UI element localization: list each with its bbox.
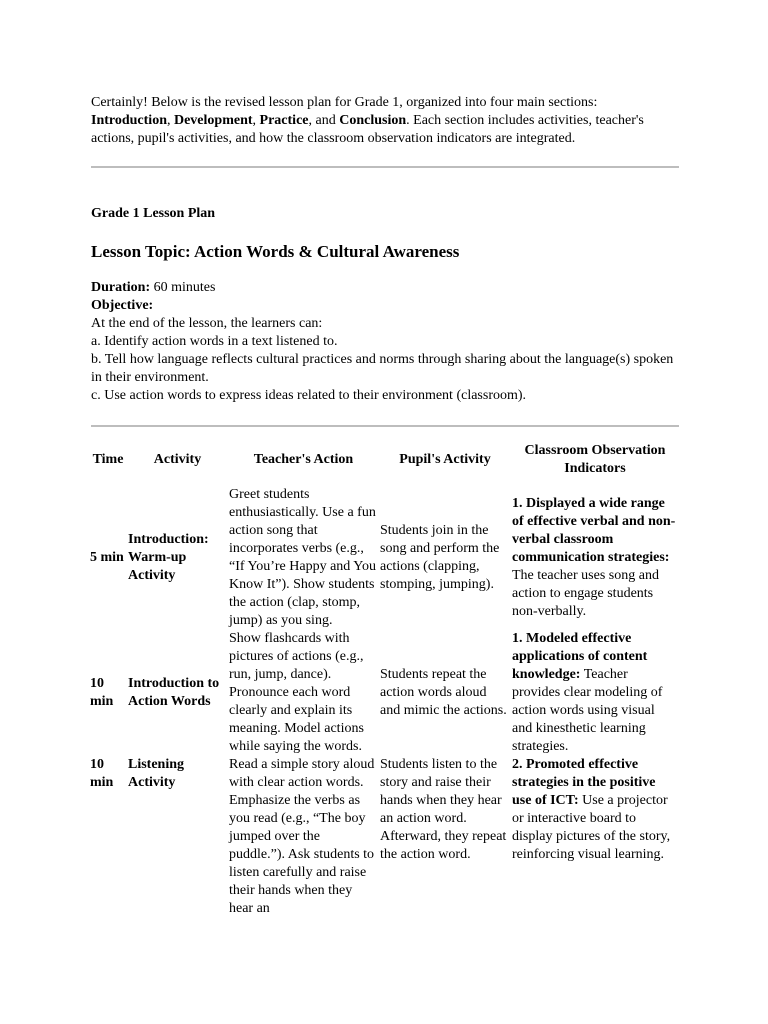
row-pupil-activity: Students listen to the story and raise their hands when they hear an action word. Afterward, they repeat the action word. <box>380 757 507 862</box>
intro-text-1: Certainly! Below is the revised lesson plan for Grade 1, organized into four main sections: <box>91 95 598 110</box>
intro-text-2: . Each section includes activities, teacher's actions, pupil's activities, and how the classroom observation indicators are integrated. <box>91 113 644 146</box>
header-observation-indicators: Classroom Observation Indicators <box>524 443 666 476</box>
intro-section-introduction: Introduction <box>91 113 167 128</box>
objective-item-b: b. Tell how language reflects cultural practices and norms through sharing about the language(s) spoken in their environment. <box>91 352 674 385</box>
lesson-details <box>91 279 679 405</box>
row-teacher-action: Read a simple story aloud with clear action words. Emphasize the verbs as you read (e.g., “The boy jumped over the puddle.”). Ask students to listen carefully and raise their hands when they hear an <box>229 757 375 916</box>
duration-line <box>91 279 679 297</box>
indicator-text: Teacher provides clear modeling of action words using visual and kinesthetic learning strategies. <box>512 667 663 754</box>
table-row <box>89 630 679 756</box>
objective-item-a: a. Identify action words in a text listened to. <box>91 334 338 349</box>
row-pupil-activity: Students join in the song and perform the actions (clapping, stomping, jumping). <box>380 523 500 592</box>
objective-lead: At the end of the lesson, the learners can: <box>91 316 323 331</box>
intro-separator-2: , <box>252 113 260 128</box>
indicator-text: Use a projector or interactive board to display pictures of the story, reinforcing visual learning. <box>512 793 671 862</box>
header-time: Time <box>92 452 124 467</box>
intro-separator-3: , and <box>308 113 340 128</box>
intro-separator-1: , <box>166 113 174 128</box>
indicator-text: The teacher uses song and action to engage students non-verbally. <box>512 568 659 619</box>
row-time: 10 min <box>90 757 114 790</box>
table-row <box>89 756 679 918</box>
horizontal-divider-2 <box>91 425 679 427</box>
lesson-topic-heading: Lesson Topic: Action Words & Cultural Awareness <box>91 242 460 261</box>
row-indicator <box>511 756 679 918</box>
duration-label: Duration: <box>91 280 151 295</box>
row-activity: Introduction to Action Words <box>128 676 220 709</box>
indicator-title: 2. Promoted effective strategies in the positive use of ICT: <box>512 757 656 808</box>
indicator-title: 1. Displayed a wide range of effective verbal and non-verbal classroom communication strategies: <box>512 496 676 565</box>
header-pupils-activity: Pupil's Activity <box>399 452 491 467</box>
header-teachers-action: Teacher's Action <box>253 452 354 467</box>
row-indicator <box>511 630 679 756</box>
intro-paragraph <box>91 94 679 148</box>
row-activity: Listening Activity <box>128 757 185 790</box>
row-teacher-action: Show flashcards with pictures of actions (e.g., run, jump, dance). Pronounce each word clearly and explain its meaning. Model actions while saying the words. <box>229 631 364 754</box>
horizontal-divider-1 <box>91 166 679 168</box>
document-page <box>91 94 679 918</box>
plan-title: Grade 1 Lesson Plan <box>91 206 216 221</box>
row-pupil-activity: Students repeat the action words aloud and mimic the actions. <box>380 667 507 718</box>
row-indicator <box>511 486 679 630</box>
table-row <box>89 486 679 630</box>
intro-section-development: Development <box>173 113 253 128</box>
table-header-row <box>89 442 679 486</box>
header-activity: Activity <box>153 452 202 467</box>
objective-item-c: c. Use action words to express ideas related to their environment (classroom). <box>91 388 527 403</box>
row-time: 10 min <box>90 676 114 709</box>
row-teacher-action: Greet students enthusiastically. Use a fun action song that incorporates verbs (e.g., “If You’re Happy and You Know It”). Show students the action (clap, stomp, jump) as you sing. <box>229 487 376 628</box>
objective-label: Objective: <box>91 298 154 313</box>
intro-section-practice: Practice <box>259 113 309 128</box>
intro-section-conclusion: Conclusion <box>339 113 407 128</box>
lesson-plan-table <box>89 442 679 918</box>
duration-value: 60 minutes <box>150 280 216 295</box>
row-activity: Introduction: Warm-up Activity <box>128 532 209 583</box>
row-time: 5 min <box>90 550 124 565</box>
indicator-title: 1. Modeled effective applications of content knowledge: <box>512 631 648 682</box>
